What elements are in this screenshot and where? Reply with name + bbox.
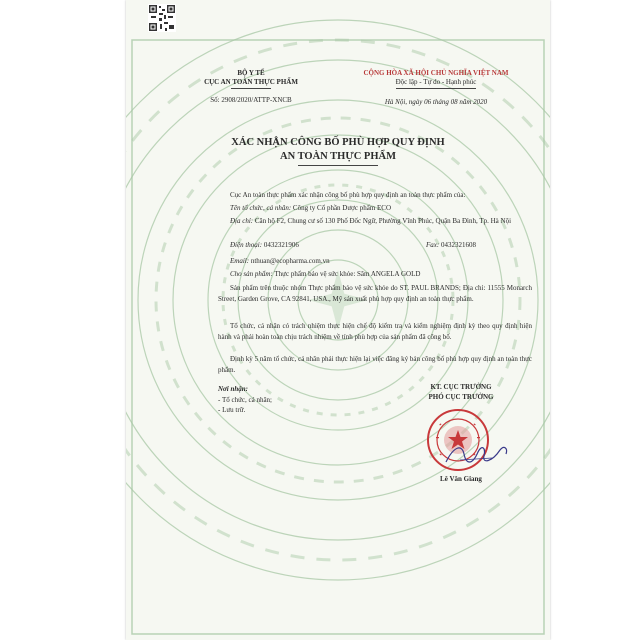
- product-label: Cho sản phẩm:: [230, 270, 273, 278]
- email-value: nthuan@ecopharma.com.vn: [250, 257, 330, 265]
- ministry-name: BỘ Y TẾ: [237, 69, 265, 77]
- phone-value: 0432321906: [263, 241, 299, 249]
- phone-label: Điện thoại:: [230, 241, 263, 249]
- email-label: Email:: [230, 257, 250, 265]
- org-label: Tên tổ chức, cá nhân:: [230, 204, 292, 212]
- document-title-line1: XÁC NHẬN CÔNG BỐ PHÙ HỢP QUY ĐỊNH: [231, 137, 445, 148]
- qr-code-icon: [148, 4, 176, 32]
- document-number: Số: 2908/2020/ATTP-XNCB: [210, 96, 292, 104]
- header-left-underline: [231, 88, 271, 89]
- signer-name: Lê Văn Giang: [440, 475, 482, 483]
- para2-text: Tổ chức, cá nhân có trách nhiệm thực hiện chế độ kiểm tra và kiểm nghiệm định kỳ theo quy định hiện hành và phải hoàn toàn chịu trách nhiệm về tính phù hợp của sản phẩm đã công bố.: [218, 322, 532, 341]
- address-value: Căn hộ F2, Chung cư số 130 Phố Đốc Ngữ, Phường Vĩnh Phúc, Quận Ba Đình, Tp. Hà Nội: [254, 217, 512, 225]
- org-value: Công ty Cổ phần Dược phẩm ECO: [292, 204, 392, 212]
- national-motto: Độc lập - Tự do - Hạnh phúc: [395, 78, 477, 86]
- para3-text: Định kỳ 5 năm tổ chức, cá nhân phải thực hiện lại việc đăng ký bản công bố phù hợp quy định an toàn thực phẩm.: [218, 355, 532, 374]
- product-row: [230, 269, 530, 280]
- paragraph-renewal: [218, 354, 532, 375]
- document-title-line2: AN TOÀN THỰC PHẨM: [280, 151, 396, 162]
- org-row: [230, 203, 530, 214]
- recipient-item: - Tổ chức, cá nhân;: [218, 396, 273, 404]
- certificate-page: [126, 0, 550, 640]
- fax-value: 0432321608: [440, 241, 476, 249]
- product-value: Thực phẩm bảo vệ sức khỏe: Sâm ANGELA GOLD: [274, 270, 421, 278]
- para1-text: Sản phẩm trên thuộc nhóm Thực phẩm bảo vệ sức khỏe do ST. PAUL BRANDS; Địa chỉ: 11555 Monarch Street, Garden Grove, CA 92841, USA., Mỹ sản xuất phù hợp quy định an toàn thực phẩm.: [218, 284, 532, 303]
- fax-label: Fax:: [426, 241, 440, 249]
- handwritten-signature-icon: [442, 440, 512, 470]
- paragraph-manufacturer: [218, 283, 532, 304]
- department-name: CỤC AN TOÀN THỰC PHẨM: [204, 78, 298, 86]
- email-row: [230, 256, 530, 267]
- recipient-item: - Lưu trữ.: [218, 406, 246, 414]
- issue-date: Hà Nội, ngày 06 tháng 08 năm 2020: [384, 98, 488, 106]
- signature-title-line2: PHÓ CỤC TRƯỞNG: [428, 393, 494, 401]
- fax-row: [426, 240, 526, 251]
- paragraph-responsibility: [218, 321, 532, 342]
- address-row: [218, 216, 532, 227]
- phone-row: [230, 240, 390, 251]
- body-intro: [230, 190, 530, 201]
- address-label: Địa chỉ:: [230, 217, 254, 225]
- signature-title-line1: KT. CỤC TRƯỞNG: [430, 383, 492, 391]
- header-right-underline: [396, 88, 476, 89]
- intro-text: Cục An toàn thực phẩm xác nhận công bố phù hợp quy định an toàn thực phẩm của:: [230, 191, 466, 199]
- title-underline: [298, 165, 378, 166]
- recipients-label: Nơi nhận:: [218, 385, 249, 393]
- country-name: CỘNG HÒA XÃ HỘI CHỦ NGHĨA VIỆT NAM: [363, 69, 509, 77]
